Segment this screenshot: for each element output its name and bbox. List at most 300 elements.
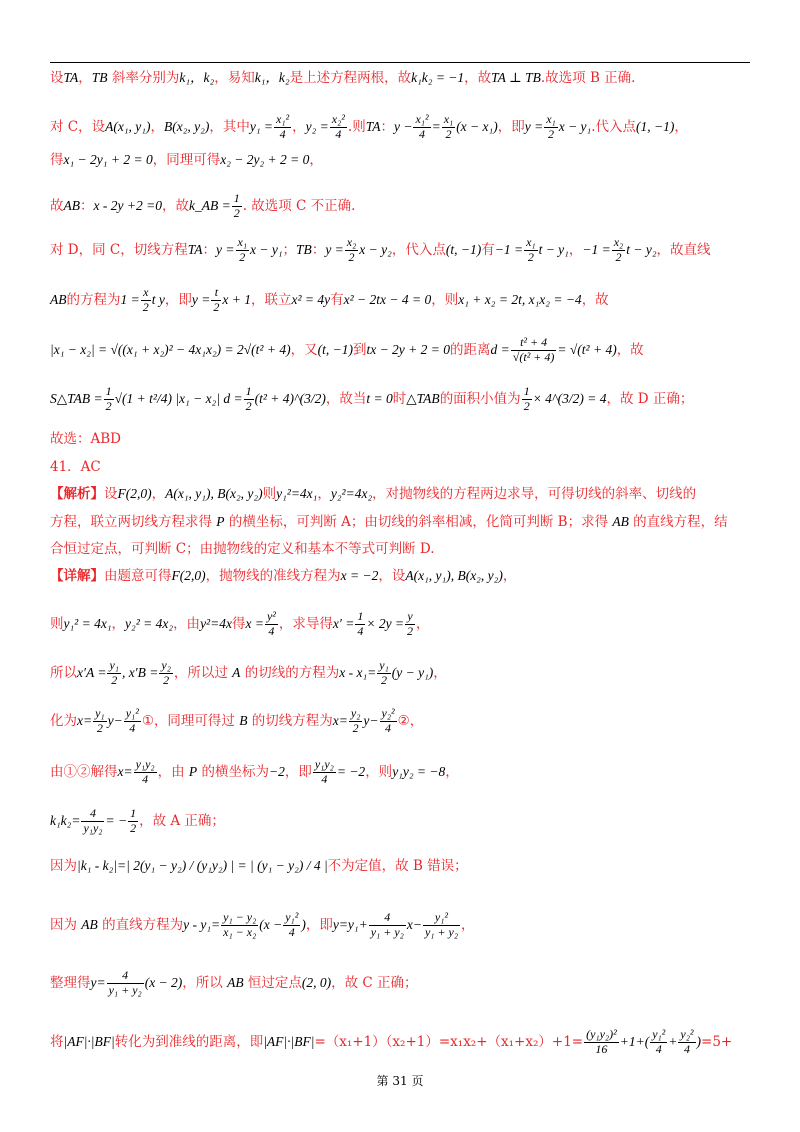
math-expression: (2, 0) — [301, 974, 332, 990]
text-run: 因为 — [50, 916, 82, 933]
math-expression: x= — [332, 712, 348, 728]
text-run: ； — [282, 241, 297, 258]
fraction-numerator: 1 — [245, 384, 252, 398]
text-run: .则 — [347, 118, 366, 135]
math-expression: B(x₂, y₂) — [163, 118, 210, 134]
fraction-numerator: x₁ — [443, 112, 454, 126]
text-run: ，所以 — [182, 974, 228, 991]
fraction — [345, 236, 359, 265]
math-expression: y = — [216, 241, 235, 257]
math-expression: (x − x₁) — [456, 118, 498, 134]
text-run: .故选项 B 正确. — [540, 70, 636, 86]
text-line — [50, 911, 755, 940]
fraction-denominator: 2 — [245, 398, 252, 413]
math-expression: ( — [644, 1033, 650, 1049]
math-expression: y²=4x — [200, 615, 232, 631]
text-run: 恒过定点 — [243, 974, 302, 991]
text-run: ，故直线 — [656, 241, 711, 258]
math-expression: y− — [363, 712, 379, 728]
fraction — [369, 911, 406, 940]
fraction — [442, 113, 456, 142]
fraction-numerator: y₁² — [652, 1027, 666, 1041]
text-run: ， — [674, 118, 688, 135]
math-expression: y = — [524, 118, 544, 134]
text-run: ： — [202, 241, 217, 258]
fraction-numerator: y₁² — [125, 706, 139, 720]
text-run: ，对抛物线的方程两边求导，可得切线的斜率、切线的 — [372, 486, 697, 502]
fraction-numerator: x₁² — [415, 112, 429, 126]
text-run: ， — [151, 486, 166, 502]
text-run: ， — [150, 118, 164, 135]
math-expression: (1, −1) — [636, 118, 675, 134]
text-run: 有 — [330, 291, 344, 308]
math-expression: |AF|·|BF| — [63, 1033, 115, 1049]
fraction-denominator: √(t² + 4) — [512, 349, 555, 364]
page-footer: 第 31 页 — [376, 1074, 424, 1088]
math-expression: TA — [63, 70, 79, 85]
text-run: ，同理可得 — [152, 152, 221, 168]
math-expression: × 4^(3/2) = 4 — [532, 390, 607, 406]
fraction — [524, 236, 538, 265]
text-run: ，即 — [305, 916, 333, 933]
math-expression: y₁ = — [249, 118, 274, 134]
math-expression: x + 1 — [222, 291, 251, 307]
text-run: ， — [111, 615, 126, 632]
fraction-numerator: y₁ − y₂ — [223, 910, 257, 924]
fraction-numerator: y₁ — [379, 658, 389, 672]
math-expression: y₂ = — [305, 118, 329, 134]
text-run: ，即 — [497, 118, 525, 135]
fraction-numerator: y₁ — [109, 658, 119, 672]
fraction — [678, 1028, 695, 1057]
math-expression: A(x₁, y₁) — [105, 118, 151, 134]
text-run: ，故 D 正确； — [606, 390, 694, 407]
text-run: 的切线方程为 — [247, 712, 333, 729]
fraction-denominator: 2 — [233, 205, 240, 220]
math-expression: (y − y₁) — [391, 664, 434, 680]
fraction-denominator: 2 — [352, 720, 359, 735]
fraction-numerator: y₂ — [161, 658, 171, 672]
text-run: 由①②解得 — [50, 763, 118, 780]
text-run: 的切线的方程为 — [240, 664, 340, 681]
text-run: 则 — [50, 615, 64, 632]
text-line — [50, 336, 755, 365]
fraction-denominator: 2 — [615, 249, 622, 264]
math-expression: B — [239, 712, 248, 728]
fraction-denominator: 2 — [523, 398, 530, 413]
text-run: ，故 — [464, 70, 492, 86]
text-run: ，故 — [161, 197, 189, 214]
math-expression: d = — [490, 341, 510, 357]
math-expression: x₁ − 2y₁ + 2 = 0 — [63, 152, 153, 167]
text-run: ，联立 — [250, 291, 292, 308]
fraction-numerator: x₂ — [346, 235, 357, 249]
text-run: 时 — [392, 390, 407, 407]
fraction — [650, 1028, 667, 1057]
fraction-denominator: 2 — [96, 720, 103, 735]
fraction-numerator: t — [211, 286, 221, 301]
math-expression: +1+ — [619, 1033, 645, 1049]
text-run: ② — [397, 712, 410, 729]
fraction-denominator: 2 — [348, 249, 355, 264]
math-expression: x− — [406, 916, 422, 932]
math-expression: (t² + 4)^(3/2) — [254, 390, 326, 406]
text-run: 不为定值，故 B 错误； — [327, 858, 468, 874]
fraction-denominator: 2 — [142, 299, 149, 314]
math-expression: x₂ − 2y₂ + 2 = 0 — [220, 152, 310, 167]
text-run: ① — [141, 712, 154, 729]
math-expression: (t, −1) — [445, 241, 482, 257]
math-expression: F(2,0) — [171, 568, 206, 583]
text-line — [50, 486, 755, 502]
fraction-numerator: 4 — [81, 807, 104, 822]
math-expression: (t, −1) — [317, 341, 353, 357]
text-run: 由题意可得 — [104, 568, 172, 584]
math-expression: y = — [191, 291, 211, 307]
fraction — [330, 113, 347, 142]
fraction-numerator: x₁ — [526, 235, 536, 249]
text-line — [50, 707, 755, 736]
fraction-denominator: 4 — [335, 126, 342, 141]
text-line — [50, 541, 755, 557]
text-line — [50, 459, 755, 475]
fraction-numerator: x₁ — [237, 235, 247, 249]
text-run: 故 — [50, 197, 64, 214]
text-run: ，又 — [290, 341, 318, 358]
fraction — [211, 286, 221, 315]
math-expression: t − y₁ — [538, 241, 569, 257]
text-run: ，即 — [164, 291, 192, 308]
text-run: ，则 — [365, 763, 393, 780]
math-expression: y₂²=4x₂ — [330, 486, 373, 501]
fraction-numerator: y₂ — [350, 706, 361, 720]
text-line — [50, 385, 755, 414]
text-run: ，故 — [616, 341, 644, 358]
text-run: 到 — [352, 341, 367, 358]
math-expression: = −2 — [336, 763, 366, 779]
math-expression: F(2,0) — [117, 486, 152, 501]
text-run: 设 — [104, 486, 118, 502]
math-expression: k₁，k₂ — [179, 70, 215, 85]
text-run: ，求导得 — [278, 615, 333, 632]
fraction-denominator: 2 — [163, 672, 170, 687]
math-expression: y=y₁+ — [332, 916, 368, 932]
fraction-denominator: y₁y₂ — [83, 820, 103, 835]
math-expression: x = −2 — [340, 568, 379, 583]
fraction — [544, 113, 558, 142]
math-expression: x - x₁= — [339, 664, 377, 680]
text-line — [50, 758, 755, 787]
fraction — [274, 113, 291, 142]
math-expression: x = — [245, 615, 264, 631]
math-expression: x − y₁ — [250, 241, 283, 257]
fraction-denominator: x₁ − x₂ — [223, 924, 257, 939]
fraction — [313, 758, 336, 787]
fraction-denominator: 4 — [129, 720, 136, 735]
text-run: ， — [309, 152, 323, 168]
math-expression: y - y₁= — [183, 916, 221, 932]
fraction-denominator: 4 — [683, 1041, 690, 1056]
fraction-denominator: 4 — [279, 126, 286, 141]
math-expression: AB — [50, 291, 67, 307]
fraction-numerator: y₂² — [381, 706, 395, 720]
math-expression: |k₁ - k₂|= — [77, 858, 127, 873]
text-run: 的距离 — [450, 341, 491, 358]
fraction — [104, 385, 114, 414]
text-run: . 故选项 C 不正确. — [242, 197, 356, 214]
text-run: 的直线方程为 — [97, 916, 184, 933]
text-run: ， — [416, 615, 430, 632]
text-run: 整理得 — [50, 974, 91, 991]
text-run: ， — [409, 712, 424, 729]
fraction — [232, 192, 242, 221]
math-expression: A — [232, 664, 241, 680]
text-line — [50, 659, 755, 688]
math-expression: TA — [187, 241, 203, 257]
text-run: 转化为到准线的距离，即 — [114, 1033, 264, 1050]
fraction — [236, 236, 250, 265]
text-run: 对 C，设 — [50, 118, 106, 135]
text-run: ， — [568, 241, 583, 258]
text-run: 是上述方程两根，故 — [289, 70, 412, 86]
text-run: ，故 A 正确； — [139, 812, 225, 829]
math-expression: A(x₁, y₁), B(x₂, y₂) — [405, 568, 503, 583]
text-run: 的横坐标为 — [197, 763, 269, 780]
text-line — [50, 152, 755, 168]
text-run: ，代入点 — [391, 241, 446, 258]
text-run: ，故当 — [325, 390, 367, 407]
math-expression: k₁k₂= — [50, 812, 81, 828]
math-expression: P — [216, 514, 225, 529]
fraction-denominator: 4 — [142, 771, 149, 786]
fraction-numerator: 1 — [233, 191, 240, 205]
text-run: 因为 — [50, 858, 77, 874]
fraction — [124, 707, 141, 736]
fraction-numerator: y₁y₂ — [314, 757, 334, 771]
math-expression: (x − 2) — [144, 974, 183, 990]
text-run: 则 — [262, 486, 277, 502]
math-expression: P — [188, 763, 198, 779]
text-run: ，抛物线的准线方程为 — [205, 568, 341, 584]
math-expression: −1 = — [582, 241, 611, 257]
fraction-numerator: x₁² — [276, 112, 290, 126]
math-expression: △TAB — [406, 390, 440, 406]
math-expression: y₂² = 4x₂ — [125, 615, 174, 631]
math-expression: TA — [365, 118, 381, 134]
fraction — [107, 969, 144, 998]
text-line — [50, 514, 755, 530]
text-line — [50, 431, 755, 447]
text-run: 得 — [50, 152, 64, 168]
math-expression: A(x₁, y₁), B(x₂, y₂) — [165, 486, 263, 501]
fraction — [265, 610, 278, 639]
math-expression: TB — [296, 241, 312, 257]
fraction-numerator: y₁ — [95, 706, 105, 720]
math-expression: k₁，k₂ — [254, 70, 290, 85]
text-run: 的方程为 — [66, 291, 121, 308]
fraction — [377, 659, 391, 688]
text-run: ： — [311, 241, 326, 258]
text-run: .代入点 — [591, 118, 637, 135]
text-line — [50, 969, 755, 998]
fraction — [413, 113, 430, 142]
math-expression: = − — [105, 812, 128, 828]
fraction — [134, 758, 157, 787]
text-run: 合恒过定点，可判断 C；由抛物线的定义和基本不等式可判断 D. — [50, 541, 435, 557]
text-line — [50, 1028, 755, 1057]
fraction-denominator: 2 — [213, 299, 220, 314]
text-run: 对 D，同 C，切线方程 — [50, 241, 188, 258]
fraction-numerator: y² — [266, 609, 276, 623]
fraction-denominator: y₁ + y₂ — [108, 982, 142, 997]
text-run: ， — [78, 70, 92, 86]
fraction-denominator: y₁ + y₂ — [370, 924, 404, 939]
math-expression: , x′B = — [121, 664, 159, 680]
text-run: ， — [292, 118, 306, 135]
text-run: 的面积小值为 — [439, 390, 521, 407]
fraction-numerator: 4 — [369, 911, 406, 926]
math-expression: x′ = — [332, 615, 355, 631]
text-run: =5+ — [701, 1033, 733, 1050]
math-expression: AB — [63, 197, 80, 213]
fraction-numerator: x₁ — [546, 112, 556, 126]
math-expression: = — [431, 118, 441, 134]
math-expression: x - 2y +2 =0 — [93, 197, 162, 213]
math-expression: t = 0 — [366, 390, 393, 406]
fraction-denominator: 4 — [385, 720, 392, 735]
math-expression: + — [668, 1033, 678, 1049]
text-run: ，由 — [173, 615, 201, 632]
fraction-denominator: 4 — [419, 126, 425, 141]
text-run: ， — [502, 568, 517, 584]
math-expression: tx − 2y + 2 = 0 — [366, 341, 451, 357]
math-expression: TB — [91, 70, 108, 85]
header-rule — [50, 62, 750, 63]
text-run: ， — [317, 486, 331, 502]
fraction-denominator: 4 — [321, 771, 328, 786]
fraction-denominator: 2 — [407, 623, 414, 638]
math-expression: TA ⊥ TB — [491, 70, 541, 85]
fraction — [584, 1028, 619, 1057]
math-expression: |AF|·|BF| — [263, 1033, 315, 1049]
math-expression: k_AB = — [188, 197, 231, 213]
fraction-denominator: 2 — [381, 672, 388, 687]
text-run: ， — [433, 664, 447, 681]
math-expression: x′A = — [77, 664, 107, 680]
fraction-numerator: 1 — [105, 384, 112, 398]
text-run: 将 — [50, 1033, 64, 1050]
fraction-denominator: 4 — [655, 1041, 662, 1056]
text-line — [50, 568, 755, 584]
fraction-numerator: y — [405, 610, 415, 625]
text-run: ， — [445, 763, 459, 780]
fraction-denominator: 2 — [527, 249, 534, 264]
fraction — [405, 610, 415, 639]
math-expression: t y — [151, 291, 165, 307]
math-expression: (x − — [259, 916, 283, 932]
math-expression: ) — [696, 1033, 702, 1049]
fraction-denominator: 4 — [268, 623, 275, 638]
text-run: ，则 — [431, 291, 459, 308]
fraction-numerator: (y₁y₂)² — [586, 1027, 617, 1041]
math-expression: y₁y₂ = −8 — [392, 763, 446, 779]
text-run: ，同理可得过 — [153, 712, 240, 729]
text-run: 设 — [50, 70, 64, 86]
text-run: ： — [380, 118, 394, 135]
fraction-numerator: 1 — [357, 609, 364, 623]
fraction-numerator: x₂² — [331, 112, 345, 126]
text-line — [50, 236, 755, 265]
fraction-numerator: y₁² — [423, 911, 460, 926]
math-expression: = √(t² + 4) — [557, 341, 617, 357]
fraction-numerator: t² + 4 — [511, 336, 557, 351]
math-expression: x= — [77, 712, 93, 728]
math-expression: x² = 4y — [291, 291, 331, 307]
fraction — [423, 911, 460, 940]
math-expression: y₁² = 4x₁ — [63, 615, 112, 631]
text-line — [50, 858, 755, 874]
text-run: 【详解】 — [50, 568, 104, 584]
text-line — [50, 70, 755, 86]
math-expression: x − y₂ — [359, 241, 392, 257]
math-expression: AB — [612, 514, 629, 529]
text-run: ，所以过 — [173, 664, 233, 681]
fraction-denominator: 2 — [445, 126, 452, 141]
fraction-denominator: 2 — [111, 672, 118, 687]
text-run: ，故 C 正确； — [331, 974, 418, 991]
text-line — [50, 113, 755, 142]
math-expression: AB — [227, 974, 244, 990]
fraction-numerator: y₂² — [680, 1027, 694, 1041]
fraction-numerator: x — [141, 286, 151, 301]
fraction-denominator: 4 — [288, 924, 295, 939]
fraction-numerator: 1 — [523, 384, 530, 398]
text-line — [50, 286, 755, 315]
text-run: 得 — [231, 615, 246, 632]
text-run: 41．AC — [50, 459, 101, 475]
math-expression: y − — [393, 118, 413, 134]
fraction — [380, 707, 397, 736]
text-run: 的直线方程，结 — [628, 514, 728, 530]
math-expression: AB — [81, 916, 98, 932]
fraction — [128, 807, 138, 836]
math-expression: |x₁ − x₂| = √((x₁ + x₂)² − 4x₁x₂) = 2√(t² + 4) — [50, 341, 291, 357]
fraction — [511, 336, 557, 365]
text-run: ，其中 — [209, 118, 250, 135]
text-run: ，故 — [581, 291, 609, 308]
fraction-numerator: y₁² — [285, 910, 299, 924]
fraction — [355, 610, 365, 639]
text-run: 化为 — [50, 712, 77, 729]
math-expression: x − y₁ — [558, 118, 592, 134]
fraction-denominator: 2 — [130, 820, 137, 835]
fraction — [93, 707, 107, 736]
fraction-numerator: y₁y₂ — [135, 757, 155, 771]
fraction-denominator: 2 — [239, 249, 246, 264]
fraction — [159, 659, 173, 688]
math-expression: y= — [90, 974, 106, 990]
text-run: 故选：ABD — [50, 431, 121, 447]
text-run: ，由 — [157, 763, 189, 780]
math-expression: −1 = — [494, 241, 524, 257]
fraction — [349, 707, 363, 736]
text-run: 的横坐标，可判断 A；由切线的斜率相减，化简可判断 B；求得 — [224, 514, 613, 530]
fraction — [107, 659, 121, 688]
math-expression: k₁k₂ = −1 — [411, 70, 465, 85]
fraction-numerator: x₂ — [613, 235, 624, 249]
text-run: ： — [80, 197, 94, 214]
fraction-denominator: y₁ + y₂ — [424, 924, 459, 939]
